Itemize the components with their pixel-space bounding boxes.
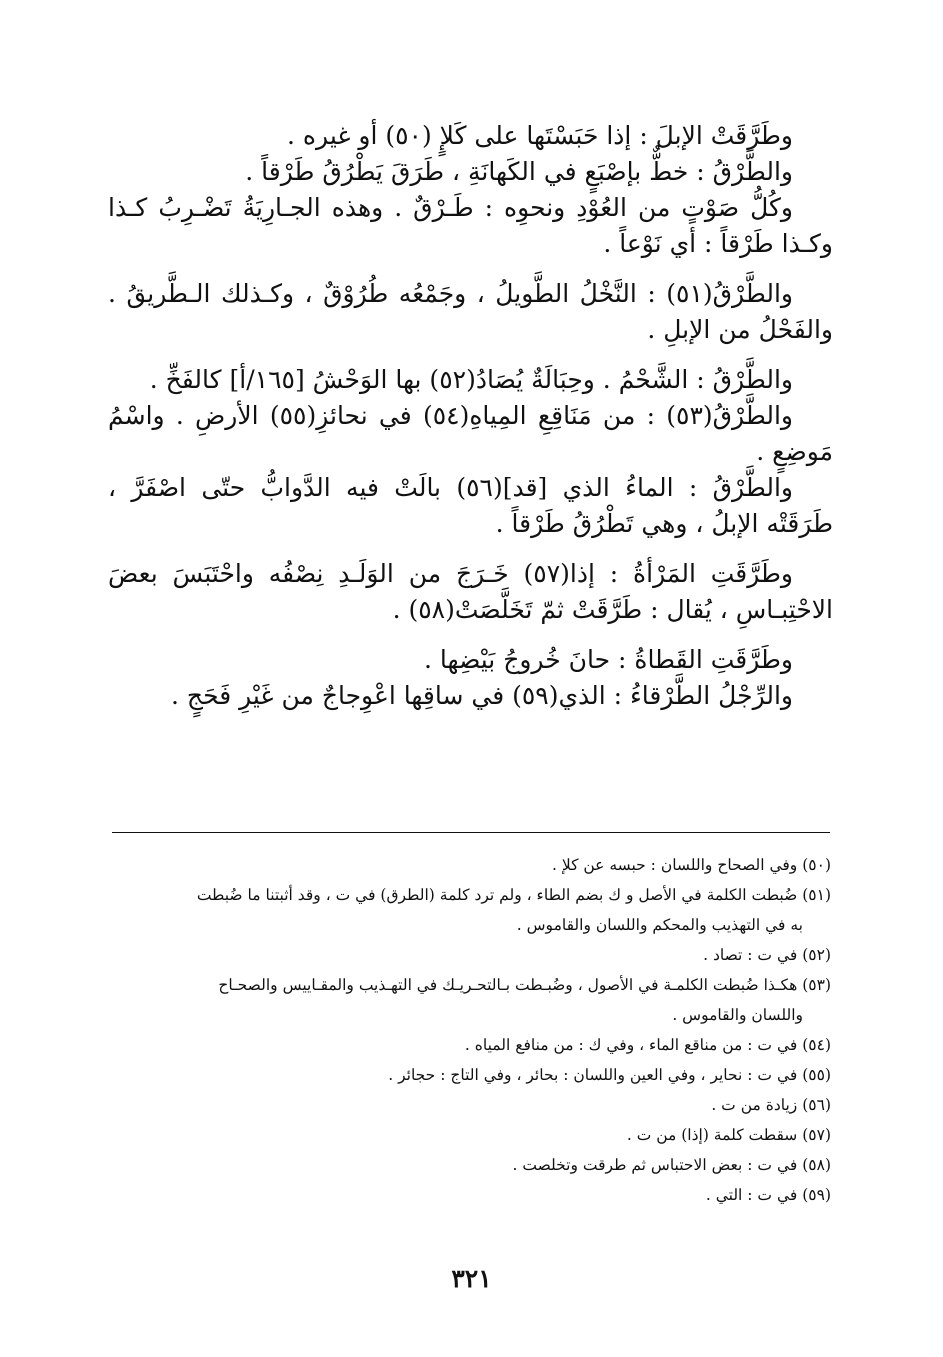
footnote <box>112 1150 831 1180</box>
footnote-text: وفي الصحاح واللسان : حبسه عن كلإ . <box>551 856 798 874</box>
footnote-text: سقطت كلمة (إذا) من ت . <box>626 1126 798 1144</box>
footnote <box>112 1180 831 1210</box>
footnote-text: في ت : التي . <box>705 1186 798 1204</box>
footnote-number: (٥٢) <box>802 946 831 964</box>
footnote-text: زيادة من ت . <box>711 1096 798 1114</box>
footnote-text: ضُبطت الكلمة في الأصل و ك بضم الطاء ، ولم ترد كلمة (الطرق) في ت ، وقد أثبتنا ما ضُبطت <box>196 886 798 904</box>
footnote-text: في ت : نحاير ، وفي العين واللسان : بحائر ، وفي التاج : حجائر . <box>388 1066 798 1084</box>
footnote-continuation: به في التهذيب والمحكم واللسان والقاموس . <box>516 916 803 934</box>
entry-paragraph: وطَرَّقَتِ القَطاةُ : حانَ خُروجُ بَيْضِها . <box>424 645 793 674</box>
footnote <box>112 1090 831 1120</box>
entry-paragraph: وكُلُّ صَوْتٍ من العُوْدِ ونحوِه : طَـرْقٌ . وهذه الجـارِيَةُ تَضْـرِبُ كـذا وكـذا طَرْقاً : أي نَوْعاً . <box>108 193 833 258</box>
page-number: ٣٢١ <box>451 1264 492 1293</box>
footnote <box>112 850 831 880</box>
entry-paragraph: والطَّرْقُ : خطٌّ بإصْبَعٍ في الكَهانَةِ ، طَرَقَ يَطْرُقُ طَرْقاً . <box>245 157 793 186</box>
footnote-text: في ت : بعض الاحتباس ثم طرقت وتخلصت . <box>512 1156 798 1174</box>
footnote <box>112 1060 831 1090</box>
footnote-number: (٥٩) <box>802 1186 831 1204</box>
footnote <box>112 1030 831 1060</box>
footnote-divider <box>112 832 830 833</box>
footnote-number: (٥٠) <box>802 856 831 874</box>
entry-paragraph: والطَّرْقُ : الماءُ الذي [قد](٥٦) بالَتْ فيه الدَّوابُّ حتّى اصْفَرَّ ، طَرَقَتْه الإبلُ ، وهي تَطْرُقُ طَرْقاً . <box>108 473 833 538</box>
footnote-text: هكـذا ضُبطت الكلمـة في الأصول ، وضُبـطت بـالتحـريـك في التهـذيب والمقـاييس والصحـاح <box>218 976 798 994</box>
footnote-number: (٥٣) <box>802 976 831 994</box>
entry-paragraph: والرِّجْلُ الطَّرْقاءُ : الذي(٥٩) في ساقِها اعْوِجاجٌ من غَيْرِ فَحَجٍ . <box>171 681 793 710</box>
footnote-number: (٥٧) <box>802 1126 831 1144</box>
entry-paragraph: والطَّرْقُ(٥١) : النَّخْلُ الطَّويلُ ، وجَمْعُه طُرُوْقٌ ، وكـذلك الـطَّريقُ . والفَحْلُ من الإبلِ . <box>108 279 833 344</box>
footnote <box>112 1120 831 1150</box>
footnote-continuation: واللسان والقاموس . <box>672 1006 803 1024</box>
footnote-text: في ت : تصاد . <box>703 946 798 964</box>
entry-paragraph: وطَرَّقَتِ المَرْأةُ : إذا(٥٧) خَـرَجَ من الوَلَـدِ نِصْفُه واحْتَبَسَ بعضَ الاحْتِبـاسِ ، يُقال : طَرَّقَتْ ثمّ تَخَلَّصَتْ(٥٨) . <box>108 559 833 624</box>
entry-paragraph: والطَّرْقُ(٥٣) : من مَنَاقِعِ المِياهِ(٥٤) في نحائزِ(٥٥) الأرضِ . واسْمُ مَوضِعٍ . <box>108 401 833 466</box>
footnote-number: (٥٤) <box>802 1036 831 1054</box>
footnote-number: (٥٥) <box>802 1066 831 1084</box>
footnote-number: (٥١) <box>802 886 831 904</box>
entry-paragraph: والطَّرْقُ : الشَّحْمُ . وحِبَالَةٌ يُصَادُ(٥٢) بها الوَحْشُ [١٦٥/أ] كالفَخِّ . <box>149 365 793 394</box>
footnote <box>112 970 831 1030</box>
entry-paragraph: وطَرَّقَتْ الإبلَ : إذا حَبَسْتَها على كَلإٍ (٥٠) أو غيره . <box>287 121 793 150</box>
footnote <box>112 880 831 940</box>
footnote <box>112 940 831 970</box>
footnote-number: (٥٨) <box>802 1156 831 1174</box>
footnote-text: في ت : من مناقع الماء ، وفي ك : من منافع المياه . <box>464 1036 798 1054</box>
main-text <box>108 118 833 714</box>
footnotes <box>112 850 831 1210</box>
footnote-number: (٥٦) <box>802 1096 831 1114</box>
